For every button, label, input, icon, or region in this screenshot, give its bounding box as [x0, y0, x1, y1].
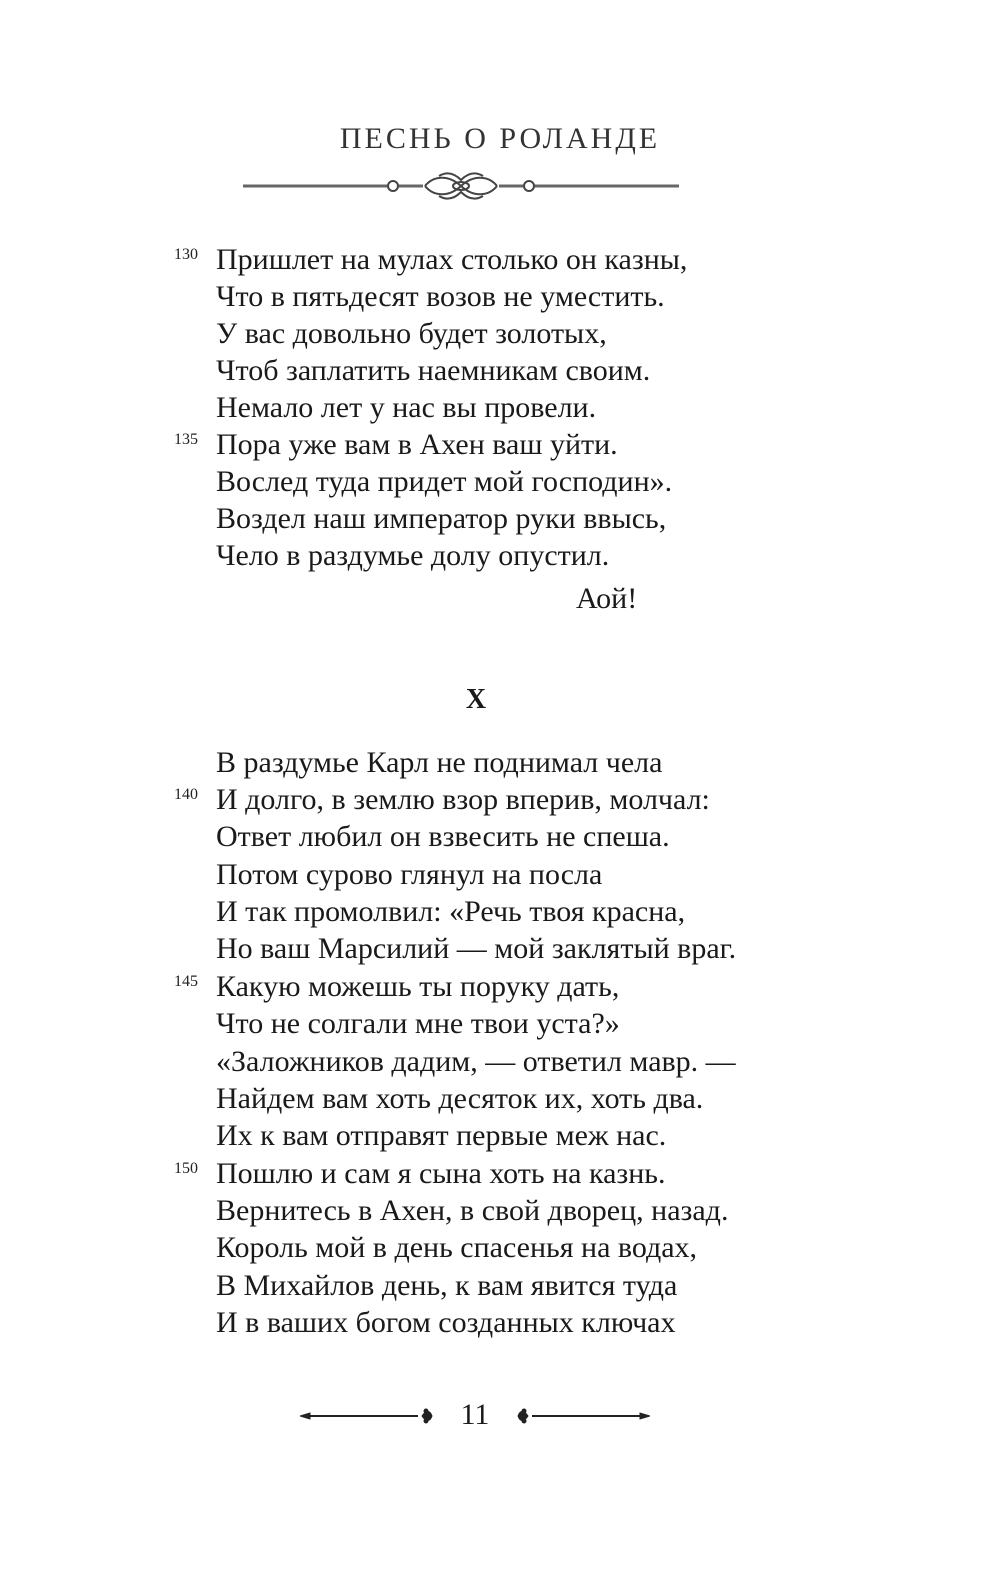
- footer-ornament-right-icon: [512, 1408, 650, 1424]
- verse-line: В Михайлов день, к вам явится туда: [216, 1269, 678, 1302]
- page-number: 11: [460, 1398, 490, 1431]
- line-number: 150: [174, 1160, 198, 1177]
- verse-line: И так промолвил: «Речь твоя красна,: [216, 895, 686, 928]
- verse-line: Пришлет на мулах столько он казны,: [216, 243, 688, 276]
- verse-line: Что в пятьдесят возов не уместить.: [216, 280, 665, 313]
- verse-line: И в ваших богом созданных ключах: [216, 1306, 676, 1339]
- verse-line: Вернитесь в Ахен, в свой дворец, назад.: [216, 1194, 729, 1227]
- verse-line: Пора уже вам в Ахен ваш уйти.: [216, 428, 618, 461]
- line-number: 140: [174, 786, 198, 803]
- verse-line: Король мой в день спасенья на водах,: [216, 1231, 698, 1264]
- verse-line: «Заложников дадим, — ответил мавр. —: [216, 1045, 736, 1078]
- verse-line: Ответ любил он взвесить не спеша.: [216, 820, 670, 853]
- page-footer: [300, 1397, 650, 1437]
- running-head: ПЕСНЬ О РОЛАНДЕ: [339, 122, 661, 155]
- verse-line: Немало лет у нас вы провели.: [216, 391, 597, 424]
- refrain: Аой!: [576, 582, 638, 615]
- verse-line: Что не солгали мне твои уста?»: [216, 1007, 620, 1040]
- line-number: 145: [174, 973, 198, 990]
- line-number: 130: [174, 246, 198, 263]
- verse-line: У вас довольно будет золотых,: [216, 317, 607, 350]
- verse-line: Чтоб заплатить наемникам своим.: [216, 354, 651, 387]
- verse-line: Пошлю и сам я сына хоть на казнь.: [216, 1157, 666, 1190]
- verse-line: Воздел наш император руки ввысь,: [216, 502, 667, 535]
- header-ornament-icon: [243, 166, 679, 206]
- verse-line: Потом сурово глянул на посла: [216, 858, 603, 891]
- verse-line: Найдем вам хоть десяток их, хоть два.: [216, 1082, 704, 1115]
- verse-line: Вослед туда придет мой господин».: [216, 465, 673, 498]
- verse-line: Их к вам отправят первые меж нас.: [216, 1119, 667, 1152]
- verse-line: Чело в раздумье долу опустил.: [216, 539, 610, 572]
- verse-line: Какую можешь ты поруку дать,: [216, 970, 620, 1003]
- verse-line: В раздумье Карл не поднимал чела: [216, 746, 663, 779]
- verse-line: И долго, в землю взор вперив, молчал:: [216, 783, 710, 816]
- verse-line: Но ваш Марсилий — мой заклятый враг.: [216, 932, 737, 965]
- section-heading: X: [465, 684, 487, 715]
- line-number: 135: [174, 431, 198, 448]
